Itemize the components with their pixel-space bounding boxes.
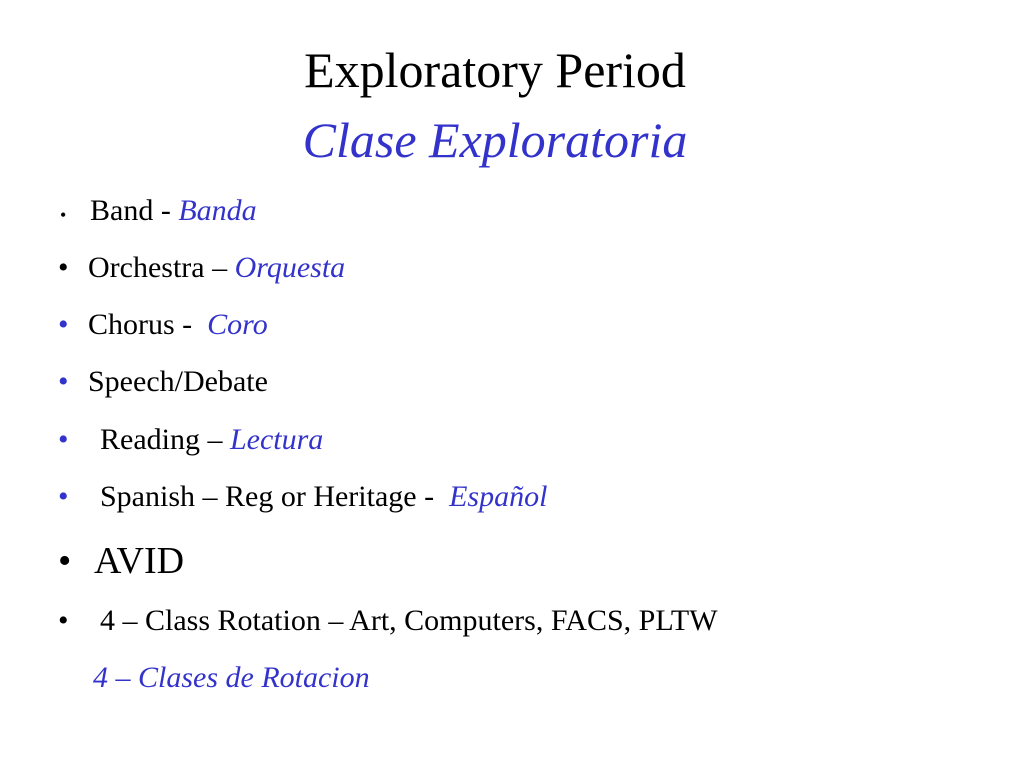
item-spanish: Banda <box>178 194 257 227</box>
item-text <box>100 603 718 639</box>
bullet-icon: • <box>60 205 67 225</box>
bullet-icon: • <box>58 423 69 456</box>
item-text <box>90 193 257 229</box>
item-text <box>100 479 547 515</box>
item-spanish: Lectura <box>229 423 324 456</box>
bullet-icon: • <box>58 308 69 341</box>
bullet-icon: • <box>58 480 69 513</box>
item-english: Spanish – Reg or Heritage - <box>100 480 450 513</box>
bullet-icon: • <box>58 251 69 284</box>
item-english: Band - <box>90 194 179 227</box>
item-english: AVID <box>94 540 185 582</box>
item-english: Orchestra – <box>88 251 235 284</box>
item-english: Chorus - <box>88 308 208 341</box>
list-item-continuation: 4 – Clases de Rotacion <box>93 661 370 694</box>
item-text <box>88 364 268 400</box>
item-text <box>88 307 268 343</box>
bullet-icon: • <box>58 604 69 637</box>
item-text <box>88 250 345 286</box>
item-text <box>100 422 323 458</box>
item-spanish: Orquesta <box>234 251 346 284</box>
item-spanish: Coro <box>207 308 268 341</box>
title-english: Exploratory Period <box>304 42 686 98</box>
item-english: Reading – <box>100 423 230 456</box>
bullet-icon: • <box>58 365 69 398</box>
title-spanish: Clase Exploratoria <box>302 112 688 168</box>
item-english: Speech/Debate <box>88 365 268 398</box>
item-english: 4 – Class Rotation – Art, Computers, FACS, PLTW <box>100 604 718 637</box>
item-spanish: Español <box>449 480 548 513</box>
bullet-icon: • <box>58 540 72 582</box>
item-text <box>94 539 184 583</box>
